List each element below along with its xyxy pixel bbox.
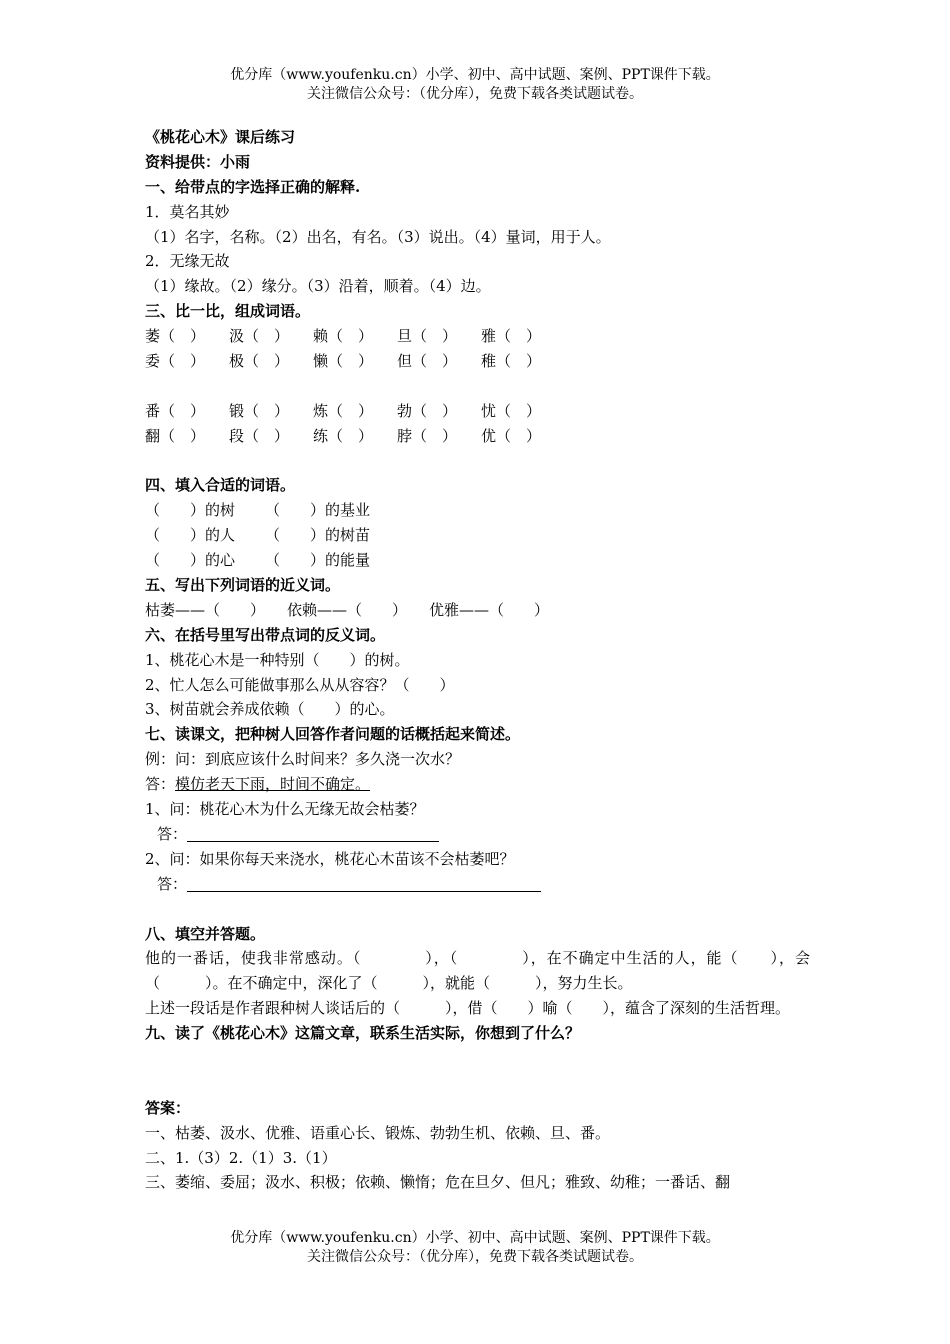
section-8-heading: 八、填空并答题。 <box>145 924 266 943</box>
s4-item: （ ）的人 <box>145 526 236 545</box>
s4-item: （ ）的树苗 <box>265 526 371 545</box>
s3-cell: 旦（ ） <box>397 327 458 346</box>
s5-item: 枯萎——（ ） <box>145 600 266 619</box>
section-7-heading: 七、读课文，把种树人回答作者问题的话概括起来简述。 <box>145 725 521 744</box>
s3-row-3 <box>145 399 810 424</box>
page-header <box>0 66 950 104</box>
section-4-heading: 四、填入合适的词语。 <box>145 476 296 495</box>
page-footer <box>0 1229 950 1267</box>
s3-cell: 委（ ） <box>145 352 206 371</box>
s1-question-1: 1．莫名其妙 <box>145 202 230 221</box>
section-1-heading: 一、给带点的字选择正确的解释. <box>145 177 361 196</box>
s7-answer-label: 答： <box>157 824 188 843</box>
answer-1: 一、枯萎、汲水、优雅、语重心长、锻炼、勃勃生机、依赖、旦、番。 <box>145 1123 611 1142</box>
doc-title: 《桃花心木》课后练习 <box>145 128 296 146</box>
s3-cell: 练（ ） <box>313 426 374 445</box>
s5-item: 优雅——（ ） <box>429 600 550 619</box>
answer-line <box>187 875 541 892</box>
s4-item: （ ）的基业 <box>265 501 371 520</box>
s3-row-1 <box>145 324 810 349</box>
s3-cell: 段（ ） <box>229 426 290 445</box>
s7-answer-label: 答： <box>145 775 176 794</box>
s3-cell: 炼（ ） <box>313 401 374 420</box>
s3-cell: 忧（ ） <box>481 401 542 420</box>
s3-row-2 <box>145 349 810 374</box>
header-line-2: 关注微信公众号：（优分库），免费下载各类试题试卷。 <box>307 86 643 102</box>
section-6-heading: 六、在括号里写出带点词的反义词。 <box>145 625 386 644</box>
header-line-1: 优分库（www.youfenku.cn）小学、初中、高中试题、案例、PPT课件下载。 <box>230 67 720 83</box>
s3-row-4 <box>145 424 810 449</box>
s3-cell: 极（ ） <box>229 352 290 371</box>
s6-item: 1、桃花心木是一种特别（ ）的树。 <box>145 650 410 669</box>
section-5-heading: 五、写出下列词语的近义词。 <box>145 576 341 595</box>
s1-question-2: 2．无缘无故 <box>145 252 230 271</box>
s6-item: 3、树苗就会养成依赖（ ）的心。 <box>145 700 395 719</box>
s4-item: （ ）的树 <box>145 501 236 520</box>
s3-cell: 稚（ ） <box>481 352 542 371</box>
s7-example-answer-text: 模仿老天下雨，时间不确定。 <box>175 775 371 794</box>
s7-question-2: 2、问：如果你每天来浇水，桃花心木苗该不会枯萎吧？ <box>145 849 515 868</box>
s7-example-question: 例：问：到底应该什么时间来？多久浇一次水？ <box>145 750 461 769</box>
s3-cell: 翻（ ） <box>145 426 206 445</box>
s3-cell: 萎（ ） <box>145 327 206 346</box>
s8-paragraph-2: 上述一段话是作者跟种树人谈话后的（ ），借（ ）喻（ ），蕴含了深刻的生活哲理。 <box>145 999 791 1018</box>
doc-source: 资料提供：小雨 <box>145 152 251 171</box>
footer-line-1: 优分库（www.youfenku.cn）小学、初中、高中试题、案例、PPT课件下载。 <box>230 1230 720 1246</box>
s1-question-2-options: （1）缘故。（2）缘分。（3）沿着，顺着。（4）边。 <box>145 277 491 296</box>
s5-items <box>145 598 810 623</box>
s1-question-1-options: （1）名字，名称。（2）出名，有名。（3）说出。（4）量词，用于人。 <box>145 227 611 246</box>
s3-cell: 雅（ ） <box>481 327 542 346</box>
s3-cell: 懒（ ） <box>313 352 374 371</box>
answer-line <box>187 825 439 842</box>
s4-row-3 <box>145 548 810 573</box>
s7-answer-2 <box>145 872 810 897</box>
s3-cell: 汲（ ） <box>229 327 290 346</box>
s7-answer-1 <box>145 822 810 847</box>
document-body <box>145 125 810 1195</box>
answers-heading: 答案： <box>145 1098 191 1117</box>
s4-item: （ ）的心 <box>145 551 236 570</box>
s3-cell: 脖（ ） <box>397 426 458 445</box>
s3-cell: 勃（ ） <box>397 401 458 420</box>
s3-cell: 锻（ ） <box>229 401 290 420</box>
s7-question-1: 1、问：桃花心木为什么无缘无故会枯萎？ <box>145 800 425 819</box>
s4-item: （ ）的能量 <box>265 551 371 570</box>
s4-row-2 <box>145 523 810 548</box>
s7-answer-label: 答： <box>157 874 188 893</box>
footer-line-2: 关注微信公众号：（优分库），免费下载各类试题试卷。 <box>307 1249 643 1265</box>
answer-3: 三、萎缩、委屈；汲水、积极；依赖、懒惰；危在旦夕、但凡；雅致、幼稚；一番话、翻 <box>145 1173 731 1192</box>
section-3-heading: 三、比一比，组成词语。 <box>145 302 311 321</box>
s3-cell: 番（ ） <box>145 401 206 420</box>
section-9-heading: 九、读了《桃花心木》这篇文章，联系生活实际，你想到了什么？ <box>145 1024 581 1043</box>
s4-row-1 <box>145 498 810 523</box>
s7-example-answer <box>145 772 810 797</box>
s5-item: 依赖——（ ） <box>287 600 408 619</box>
s8-paragraph-1: 他的一番话，使我非常感动。（ ），（ ），在不确定中生活的人，能（ ），会（ ）。在不确定中，深化了（ ），就能（ ），努力生长。 <box>145 949 810 993</box>
answer-2: 二、1.（3）2.（1）3.（1） <box>145 1148 337 1167</box>
s6-item: 2、忙人怎么可能做事那么从从容容？（ ） <box>145 675 455 694</box>
s3-cell: 但（ ） <box>397 352 458 371</box>
s3-cell: 优（ ） <box>481 426 542 445</box>
s3-cell: 赖（ ） <box>313 327 374 346</box>
